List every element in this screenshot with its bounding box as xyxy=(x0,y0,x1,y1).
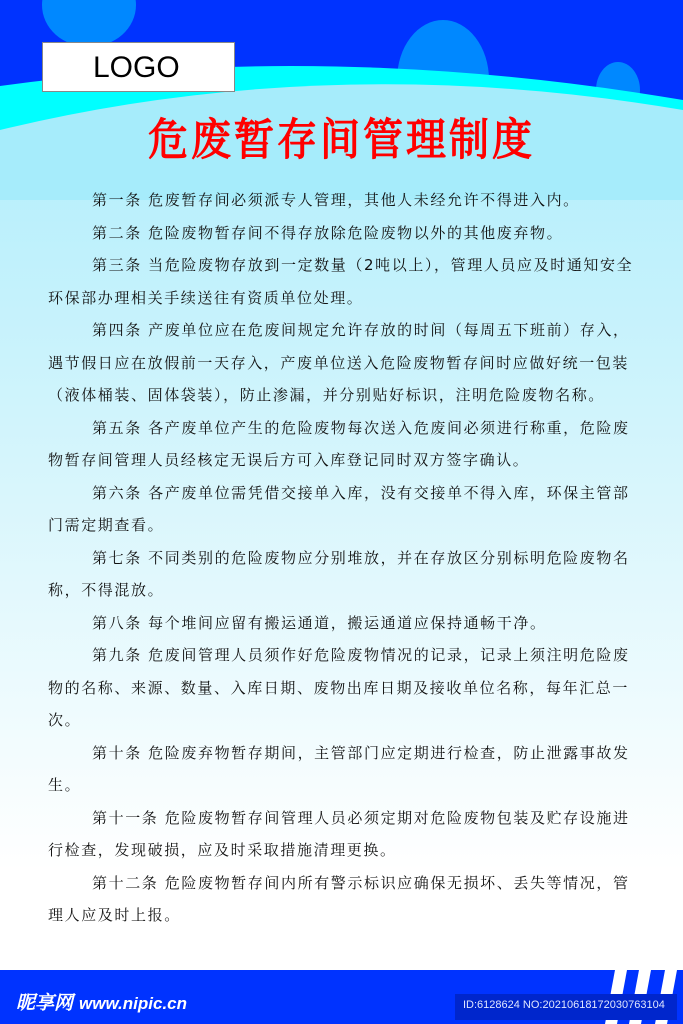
article: 第七条 不同类别的危险废物应分别堆放，并在存放区分别标明危险废物名称，不得混放。 xyxy=(48,548,630,599)
brand-url: www.nipic.cn xyxy=(79,994,188,1013)
article: 第八条 每个堆间应留有搬运通道，搬运通道应保持通畅干净。 xyxy=(92,613,547,632)
brand-name: 昵享网 xyxy=(16,993,74,1014)
watermark-brand xyxy=(16,988,187,1015)
article: 第九条 危废间管理人员须作好危险废物情况的记录，记录上须注明危险废物的名称、来源、数量、入库日期、废物出库日期及接收单位名称，每年汇总一次。 xyxy=(48,646,630,729)
article: 第六条 各产废单位需凭借交接单入库，没有交接单不得入库，环保主管部门需定期查看。 xyxy=(48,483,630,534)
article: 第十一条 危险废物暂存间管理人员必须定期对危险废物包装及贮存设施进行检查，发现破损，应及时采取措施清理更换。 xyxy=(48,808,630,859)
article: 第二条 危险废物暂存间不得存放除危险废物以外的其他废弃物。 xyxy=(92,223,564,242)
article: 第五条 各产废单位产生的危险废物每次送入危废间必须进行称重，危险废物暂存间管理人员经核定无误后方可入库登记同时双方签字确认。 xyxy=(48,418,630,469)
regulations-body xyxy=(48,184,640,932)
article: 第十条 危险废弃物暂存期间，主管部门应定期进行检查，防止泄露事故发生。 xyxy=(48,743,630,794)
footer-bar xyxy=(0,970,683,1024)
article: 第四条 产废单位应在危废间规定允许存放的时间（每周五下班前）存入，遇节假日应在放假前一天存入，产废单位送入危险废物暂存间时应做好统一包装（液体桶装、固体袋装），防止渗漏，并分别贴好标识，注明危险废物名称。 xyxy=(48,321,630,404)
header-banner xyxy=(0,0,683,200)
article: 第一条 危废暂存间必须派专人管理，其他人未经允许不得进入内。 xyxy=(92,191,580,209)
logo: LOGO xyxy=(42,42,235,92)
image-id: ID:6128624 NO:20210618172030763104 xyxy=(455,994,677,1020)
page-title: 危废暂存间管理制度 xyxy=(148,115,535,166)
article: 第十二条 危险废物暂存间内所有警示标识应确保无损坏、丢失等情况，管理人应及时上报。 xyxy=(48,873,630,924)
article: 第三条 当危险废物存放到一定数量（2吨以上），管理人员应及时通知安全环保部办理相关手续送往有资质单位处理。 xyxy=(48,256,634,307)
